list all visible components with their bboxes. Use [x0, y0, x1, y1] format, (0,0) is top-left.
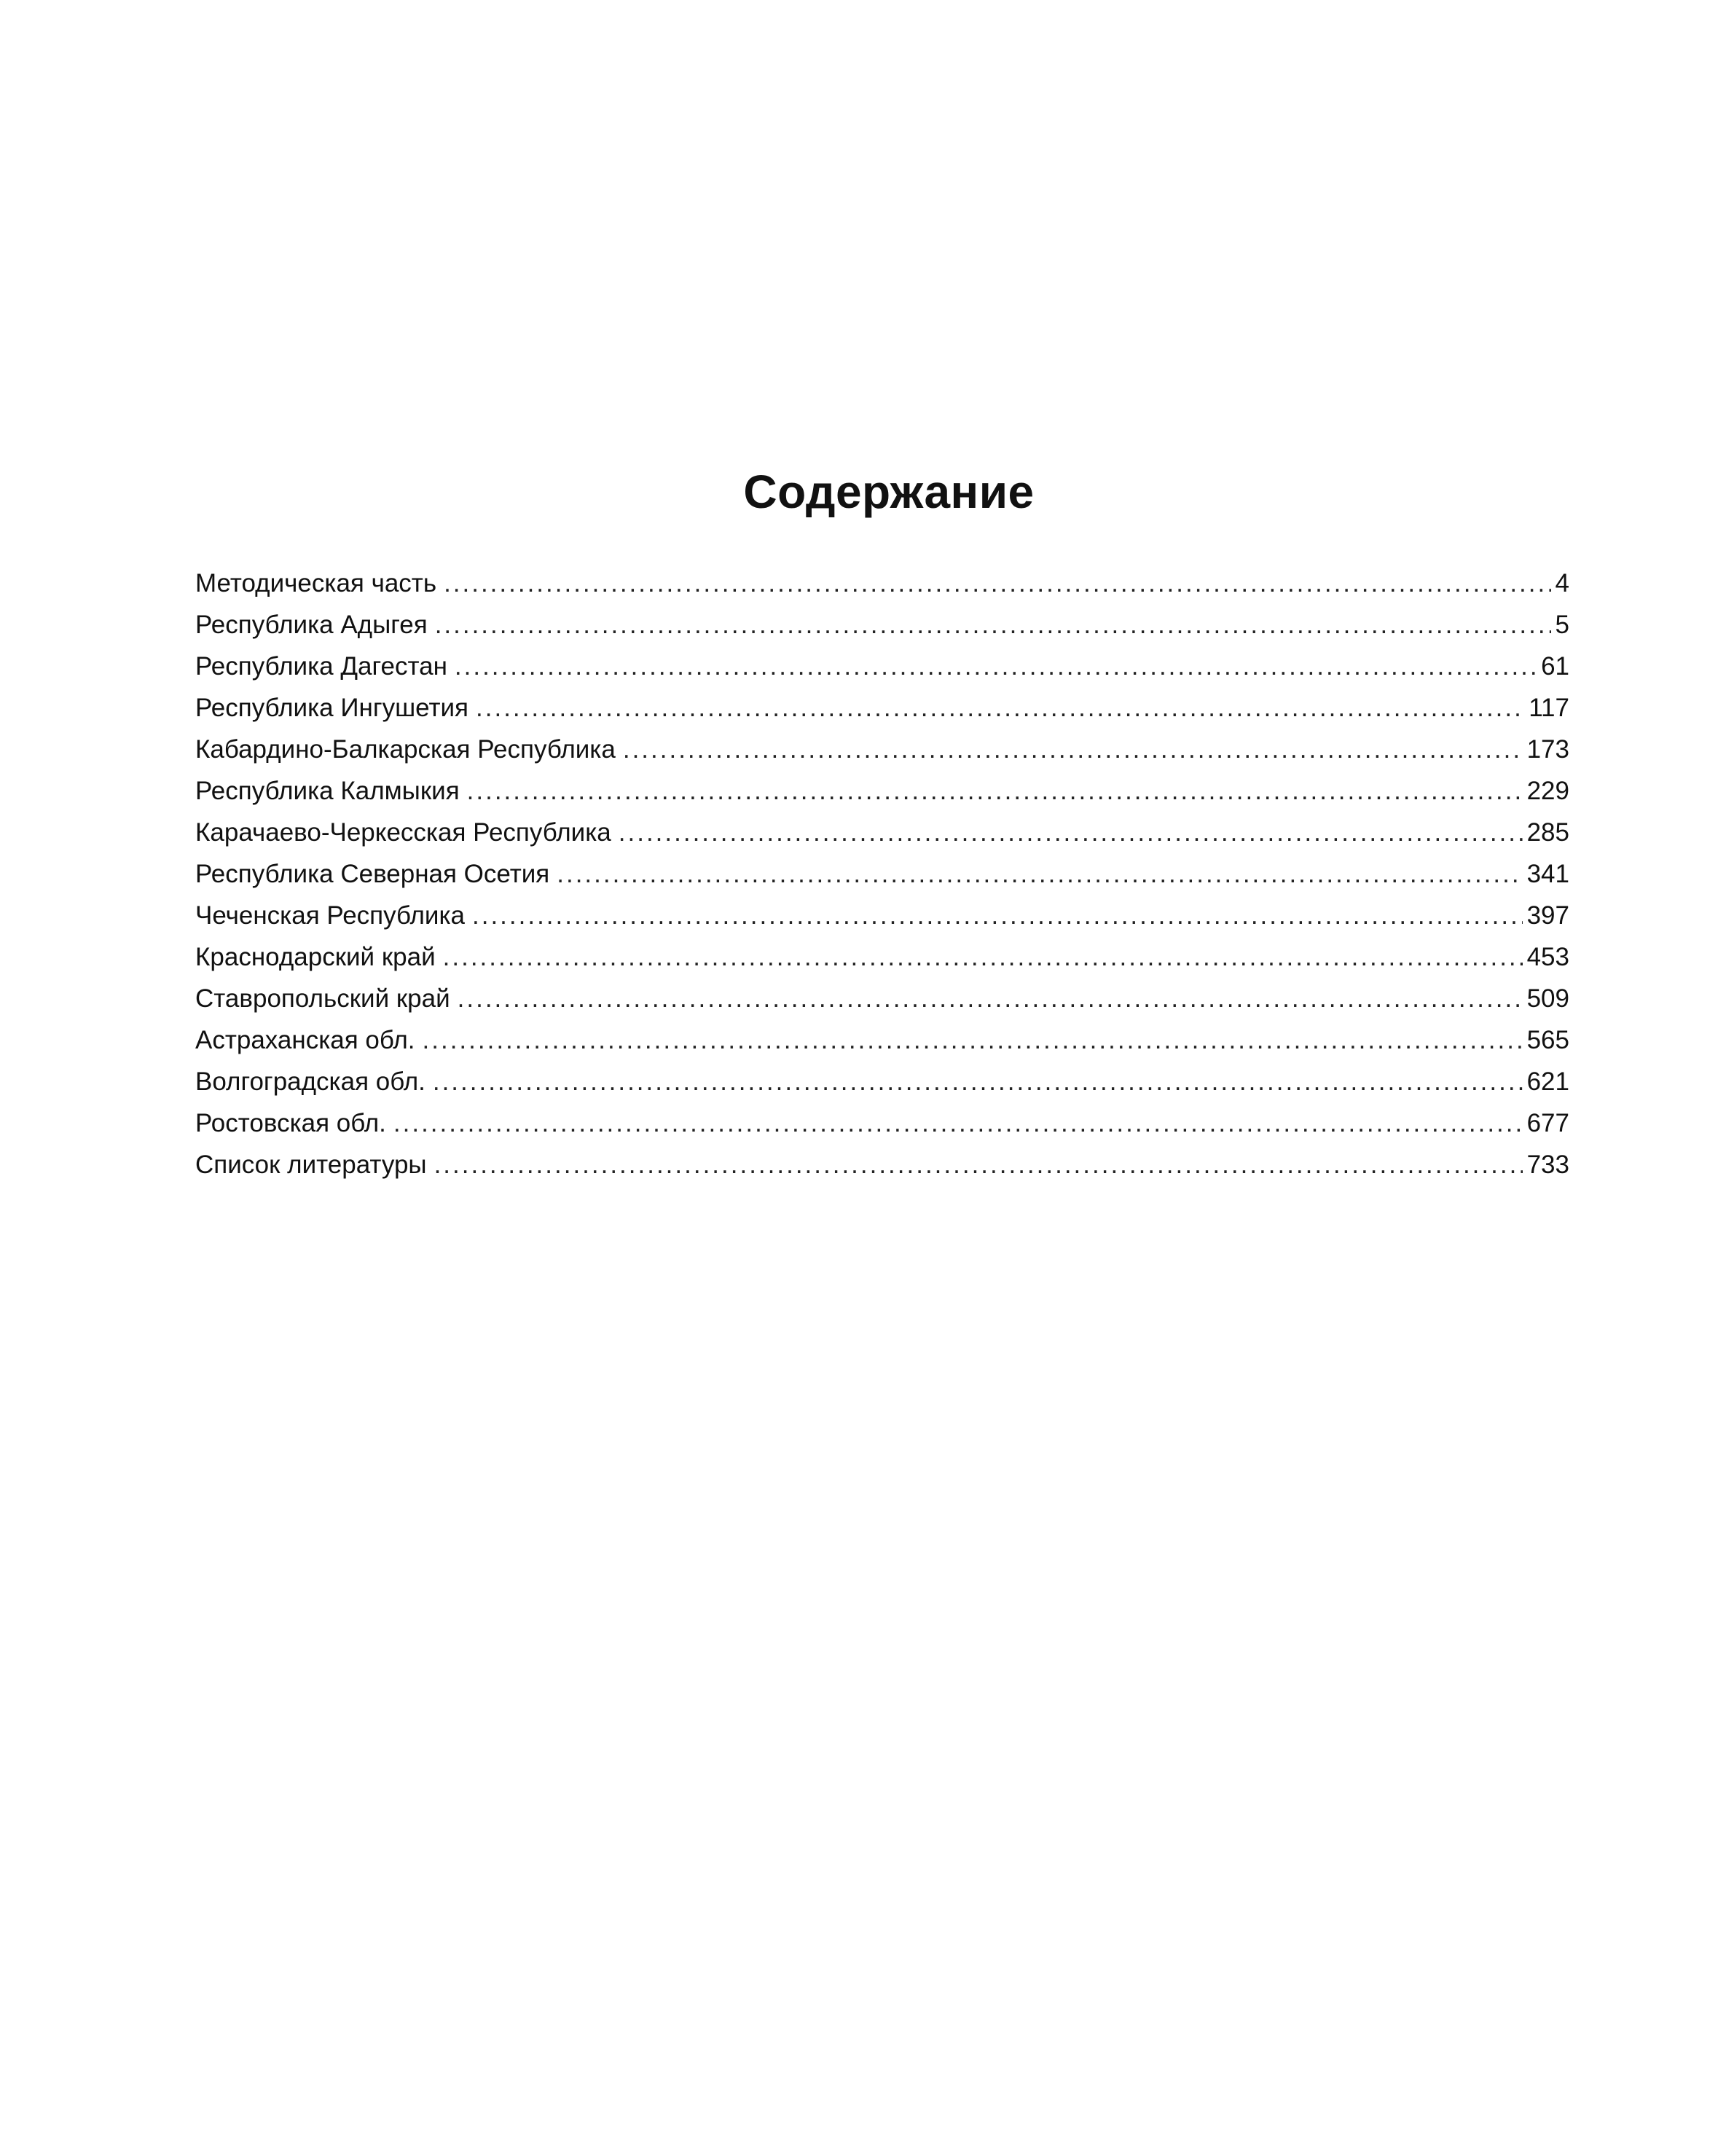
toc-entry-page: 4 — [1555, 569, 1569, 597]
toc-entry — [195, 812, 1569, 853]
toc-entry-page: 341 — [1526, 860, 1569, 888]
toc-entry-page: 621 — [1526, 1067, 1569, 1096]
toc-leader-dots — [619, 812, 1523, 853]
toc-entry — [195, 562, 1569, 604]
toc-entry-label: Чеченская Республика — [195, 901, 465, 930]
toc-entry — [195, 729, 1569, 770]
toc-leader-dots — [472, 895, 1523, 936]
toc-entry-label: Астраханская обл. — [195, 1026, 415, 1054]
toc-entry-page: 509 — [1526, 984, 1569, 1013]
toc-leader-dots — [423, 1019, 1523, 1061]
toc-leader-dots — [557, 853, 1522, 895]
toc-entry — [195, 1102, 1569, 1144]
toc-entry-page: 453 — [1526, 943, 1569, 971]
toc-entry-label: Республика Дагестан — [195, 652, 447, 681]
toc-entry-page: 229 — [1526, 777, 1569, 805]
toc-leader-dots — [467, 770, 1523, 812]
toc-leader-dots — [443, 936, 1523, 978]
toc-leader-dots — [444, 562, 1550, 604]
toc-entry — [195, 853, 1569, 895]
toc-entry-page: 61 — [1541, 652, 1569, 681]
toc-entry-label: Республика Ингушетия — [195, 694, 469, 722]
toc-entry — [195, 687, 1569, 729]
toc-entry — [195, 770, 1569, 812]
toc-entry-label: Список литературы — [195, 1150, 427, 1179]
toc-entry-label: Кабардино-Балкарская Республика — [195, 735, 616, 764]
toc-entry — [195, 1019, 1569, 1061]
toc-entry — [195, 978, 1569, 1019]
toc-entry — [195, 936, 1569, 978]
toc-entry-label: Карачаево-Черкесская Республика — [195, 818, 611, 847]
toc-entry — [195, 604, 1569, 646]
toc-leader-dots — [433, 1061, 1523, 1102]
toc-leader-dots — [623, 729, 1523, 770]
table-of-contents — [195, 562, 1569, 1185]
toc-entry-page: 733 — [1526, 1150, 1569, 1179]
toc-entry-page: 397 — [1526, 901, 1569, 930]
toc-entry — [195, 1061, 1569, 1102]
toc-entry-label: Методическая часть — [195, 569, 437, 597]
toc-leader-dots — [393, 1102, 1523, 1144]
toc-entry-label: Республика Адыгея — [195, 611, 428, 639]
toc-leader-dots — [435, 604, 1551, 646]
toc-entry-label: Республика Северная Осетия — [195, 860, 550, 888]
toc-entry — [195, 895, 1569, 936]
toc-leader-dots — [458, 978, 1523, 1019]
toc-entry-label: Республика Калмыкия — [195, 777, 460, 805]
toc-entry-page: 117 — [1529, 694, 1569, 722]
page-title: Содержание — [743, 466, 1035, 518]
toc-entry-page: 565 — [1526, 1026, 1569, 1054]
toc-entry-page: 173 — [1526, 735, 1569, 764]
toc-entry-page: 285 — [1526, 818, 1569, 847]
toc-entry-page: 677 — [1526, 1109, 1569, 1137]
toc-entry-label: Краснодарский край — [195, 943, 436, 971]
toc-entry — [195, 646, 1569, 687]
toc-leader-dots — [434, 1144, 1523, 1185]
toc-entry-page: 5 — [1555, 611, 1569, 639]
toc-entry-label: Волгоградская обл. — [195, 1067, 425, 1096]
toc-leader-dots — [476, 687, 1524, 729]
toc-leader-dots — [455, 646, 1537, 687]
toc-entry — [195, 1144, 1569, 1185]
toc-entry-label: Ростовская обл. — [195, 1109, 386, 1137]
toc-entry-label: Ставропольский край — [195, 984, 450, 1013]
